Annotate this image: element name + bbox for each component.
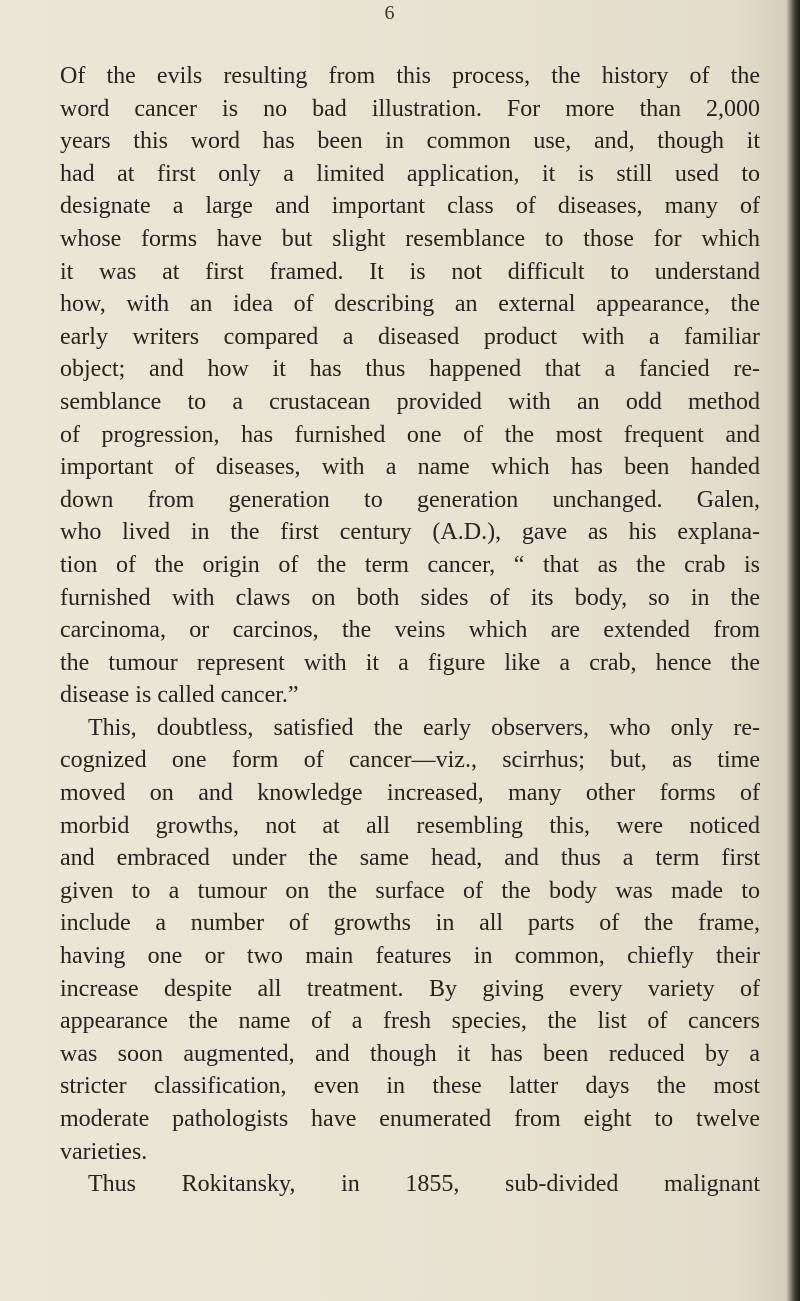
page-number: 6 (384, 2, 396, 24)
text-line: disease is called cancer.” (60, 682, 299, 709)
text-line: moderate pathologists have enumerated from eight to twelve (60, 1106, 760, 1132)
text-line: Of the evils resulting from this process, the history of the (60, 63, 760, 89)
text-line: whose forms have but slight resemblance to those for which (60, 225, 760, 252)
text-line: carcinoma, or carcinos, the veins which are extended from (60, 617, 760, 644)
text-line: include a number of growths in all parts of the frame, (60, 910, 760, 937)
text-line: important of diseases, with a name which has been handed (60, 454, 760, 481)
text-line: moved on and knowledge increased, many other forms of (60, 780, 760, 807)
text-line: This, doubtless, satisfied the early observers, who only re- (88, 714, 760, 741)
text-line: tion of the origin of the term cancer, “ that as the crab is (60, 551, 760, 578)
text-line: early writers compared a diseased product with a familiar (60, 323, 760, 350)
text-line: who lived in the first century (A.D.), gave as his explana- (60, 519, 760, 546)
text-line: designate a large and important class of diseases, many of (60, 193, 760, 220)
text-line: cognized one form of cancer—viz., scirrhus; but, as time (60, 747, 760, 774)
text-line: Thus Rokitansky, in 1855, sub-divided malignant (88, 1171, 760, 1198)
text-line: down from generation to generation unchanged. Galen, (60, 486, 760, 513)
text-line: appearance the name of a fresh species, the list of cancers (60, 1008, 760, 1035)
text-line: was soon augmented, and though it has been reduced by a (60, 1040, 760, 1067)
text-line: stricter classification, even in these latter days the most (60, 1073, 760, 1100)
text-line: years this word has been in common use, and, though it (60, 128, 760, 155)
text-line: morbid growths, not at all resembling this, were noticed (60, 812, 760, 839)
body-text (60, 60, 760, 1201)
page-binding-shadow (786, 0, 800, 1301)
text-line: word cancer is no bad illustration. For more than 2,000 (60, 95, 760, 122)
text-line: and embraced under the same head, and thus a term first (60, 845, 760, 872)
text-line: varieties. (60, 1138, 148, 1165)
text-line: semblance to a crustacean provided with an odd method (60, 388, 760, 415)
text-line: having one or two main features in common, chiefly their (60, 943, 760, 970)
text-line: the tumour represent with it a figure like a crab, hence the (60, 649, 760, 676)
text-line: given to a tumour on the surface of the body was made to (60, 877, 760, 904)
text-line: it was at first framed. It is not difficult to understand (60, 258, 760, 285)
paragraph-1 (60, 60, 760, 712)
paragraph-2 (60, 712, 760, 1168)
text-line: furnished with claws on both sides of its body, so in the (60, 584, 760, 611)
text-line: had at first only a limited application, it is still used to (60, 160, 760, 187)
text-line: object; and how it has thus happened that a fancied re- (60, 356, 760, 383)
text-line: increase despite all treatment. By giving every variety of (60, 975, 760, 1002)
text-line: of progression, has furnished one of the most frequent and (60, 421, 760, 448)
paragraph-3 (60, 1168, 760, 1201)
text-line: how, with an idea of describing an external appearance, the (60, 291, 760, 318)
